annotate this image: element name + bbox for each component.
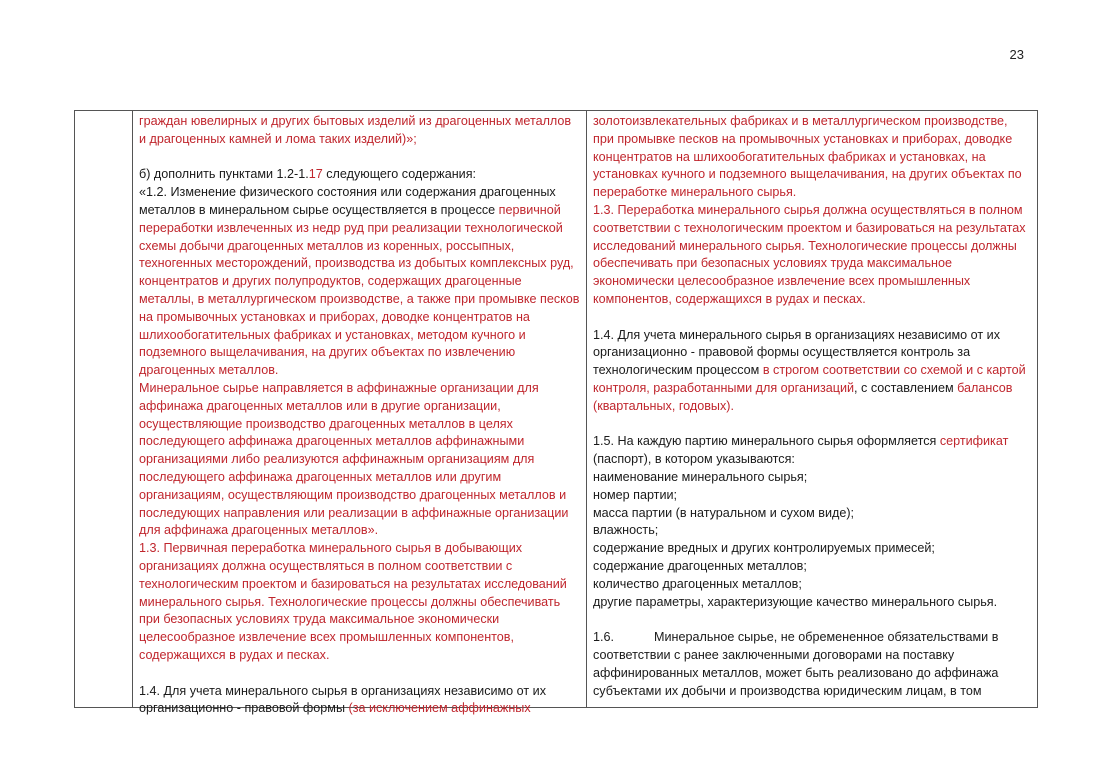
table-column-left (133, 111, 587, 716)
right-list (593, 469, 1031, 611)
list-item: наименование минерального сырья; (593, 469, 808, 484)
right-paragraph-1-4: 1.4. Для учета минерального сырья в организациях независимо от их организационно - правовой формы осуществляется контроль за технологическим процессом в строгом соответствии со схемой и с картой контроля, разработанными для организаций, с составлением балансов (квартальных, годовых). (593, 327, 1026, 413)
table-number-column (75, 111, 133, 707)
list-item: масса партии (в натуральном и сухом виде); (593, 505, 855, 520)
right-paragraph-1-6: 1.6. Минеральное сырье, не обремененное обязательствами в соответствии с ранее заключенными договорами на поставку аффинированных металлов, может быть реализовано до аффинажа субъектами их добычи и производства юридическим лицам, в том (593, 630, 999, 698)
left-paragraph-1-2: «1.2. Изменение физического состояния или содержания драгоценных металлов в минеральном сырье осуществляется в процессе первичной переработки извлеченных из недр руд при реализации технологической схемы добычи драгоценных металлов из коренных, россыпных, техногенных месторождений, производства из добытых комплексных руд, концентратов и других полупродуктов, содержащих драгоценные металлы, в металлургическом производстве, а также при промывке песков на промывочных установках и приборах, доводке концентратов на шлихообогатительных фабриках и установках, методом кучного и подземного выщелачивания, на других объектах по извлечению драгоценных металлов. (139, 185, 580, 378)
left-intro: граждан ювелирных и других бытовых изделий из драгоценных металлов и драгоценных камней и лома таких изделий)»; (139, 114, 572, 146)
list-item: количество драгоценных металлов; (593, 576, 802, 591)
list-item: содержание вредных и других контролируемых примесей; (593, 541, 935, 556)
page-number: 23 (1009, 47, 1024, 62)
left-paragraph-1-3: 1.3. Первичная переработка минерального сырья в добывающих организациях должна осуществляться в полном соответствии с технологическим проектом и базироваться на результатах исследований минерального сырья. Технологические процессы должны обеспечивать при безопасных условиях труда максимальное экономически целесообразное извлечение всех промышленных компонентов, содержащихся в рудах и песках. (139, 541, 567, 662)
list-item: влажность; (593, 523, 659, 538)
left-paragraph-1-4: 1.4. Для учета минерального сырья в организациях независимо от их организационно - правовой формы (за исключением аффинажных (139, 683, 547, 716)
right-paragraph-1-3: 1.3. Переработка минерального сырья должна осуществляться в полном соответствии с технологическим проектом и базироваться на результатах исследований минерального сырья. Технологические процессы должны обеспечивать при безопасных условиях труда максимальное экономически целесообразное извлечение всех промышленных компонентов, содержащихся в рудах и песках. (593, 202, 1026, 306)
right-top: золотоизвлекательных фабриках и в металлургическом производстве, при промывке песков на промывочных установках и приборах, доводке концентратов на шлихообогатительных фабриках и установках, на установках кучного и подземного выщелачивания, на других объектах по переработке минерального сырья. (593, 114, 1022, 200)
comparison-table (74, 110, 1038, 716)
right-paragraph-1-5: 1.5. На каждую партию минерального сырья оформляется сертификат (паспорт), в котором указываются: (593, 434, 1009, 467)
list-item: номер партии; (593, 487, 678, 502)
left-amendment-b: б) дополнить пунктами 1.2-1.17 следующего содержания: (139, 167, 477, 182)
list-item: содержание драгоценных металлов; (593, 558, 807, 573)
list-item: другие параметры, характеризующие качество минерального сырья. (593, 594, 998, 609)
table-column-right (587, 111, 1037, 707)
left-paragraph-1-2-second: Минеральное сырье направляется в аффинажные организации для аффинажа драгоценных металлов или в другие организации, осуществляющие производство драгоценных металлов в целях последующего аффинажа драгоценных металлов аффинажными организациями либо реализуются аффинажным организациям для последующего аффинажа драгоценных металлов или другим организациям, осуществляющим производство драгоценных металлов и последующих направления или реализации в аффинажные организации для аффинажа драгоценных металлов». (139, 380, 569, 538)
